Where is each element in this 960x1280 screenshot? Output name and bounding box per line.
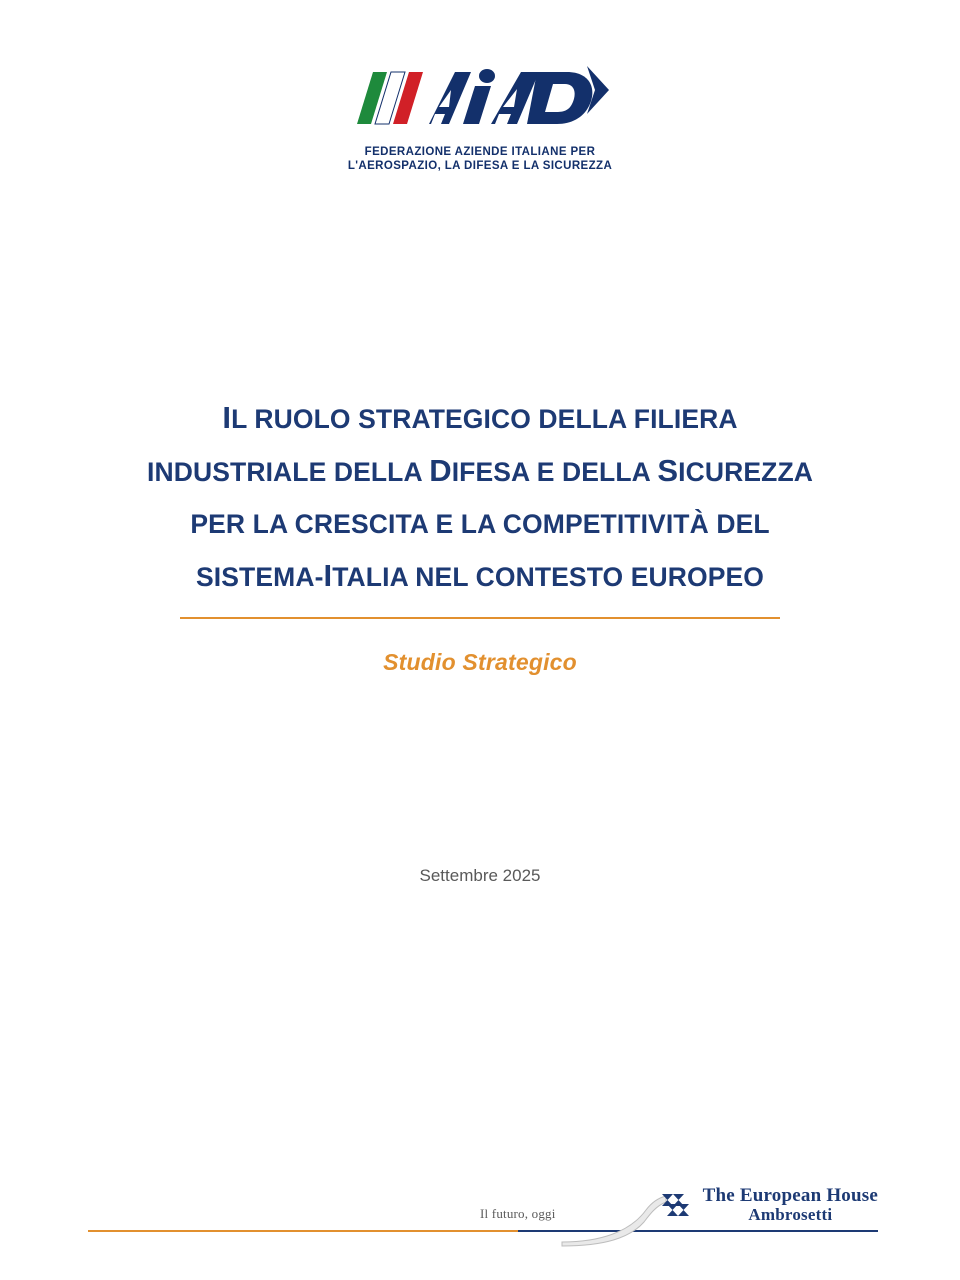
aiad-logo-mark xyxy=(351,62,609,140)
document-subtitle: Studio Strategico xyxy=(383,648,577,675)
title-line-2: INDUSTRIALE DELLA DIFESA E DELLA SICUREZZA xyxy=(147,453,813,488)
page-footer xyxy=(0,1168,960,1280)
publisher-caption-line-2: L'AEROSPAZIO, LA DIFESA E LA SICUREZZA xyxy=(347,160,613,172)
title-line-1: IL RUOLO STRATEGICO DELLA FILIERA xyxy=(222,400,738,435)
title-block xyxy=(130,392,830,676)
publisher-logo-caption xyxy=(0,145,960,173)
partner-logo-text xyxy=(703,1186,878,1224)
title-line-4: SISTEMA-ITALIA NEL CONTESTO EUROPEO xyxy=(196,558,764,593)
partner-logo xyxy=(661,1186,878,1224)
title-divider xyxy=(180,617,780,619)
publisher-caption-line-1: FEDERAZIONE AZIENDE ITALIANE PER xyxy=(364,146,596,158)
document-date: Settembre 2025 xyxy=(419,866,541,885)
publisher-logo xyxy=(0,62,960,173)
footer-tagline: Il futuro, oggi xyxy=(480,1206,556,1221)
footer-rule-left xyxy=(88,1230,518,1232)
title-line-3: PER LA CRESCITA E LA COMPETITIVITÀ DEL xyxy=(190,509,770,539)
partner-logo-line-2: Ambrosetti xyxy=(748,1205,833,1225)
partner-logo-line-1: The European House xyxy=(702,1185,878,1207)
page-title xyxy=(130,392,830,603)
swoosh-icon xyxy=(560,1192,670,1250)
ambrosetti-mark-icon xyxy=(661,1190,695,1220)
aiad-wordmark-icon xyxy=(351,62,609,140)
